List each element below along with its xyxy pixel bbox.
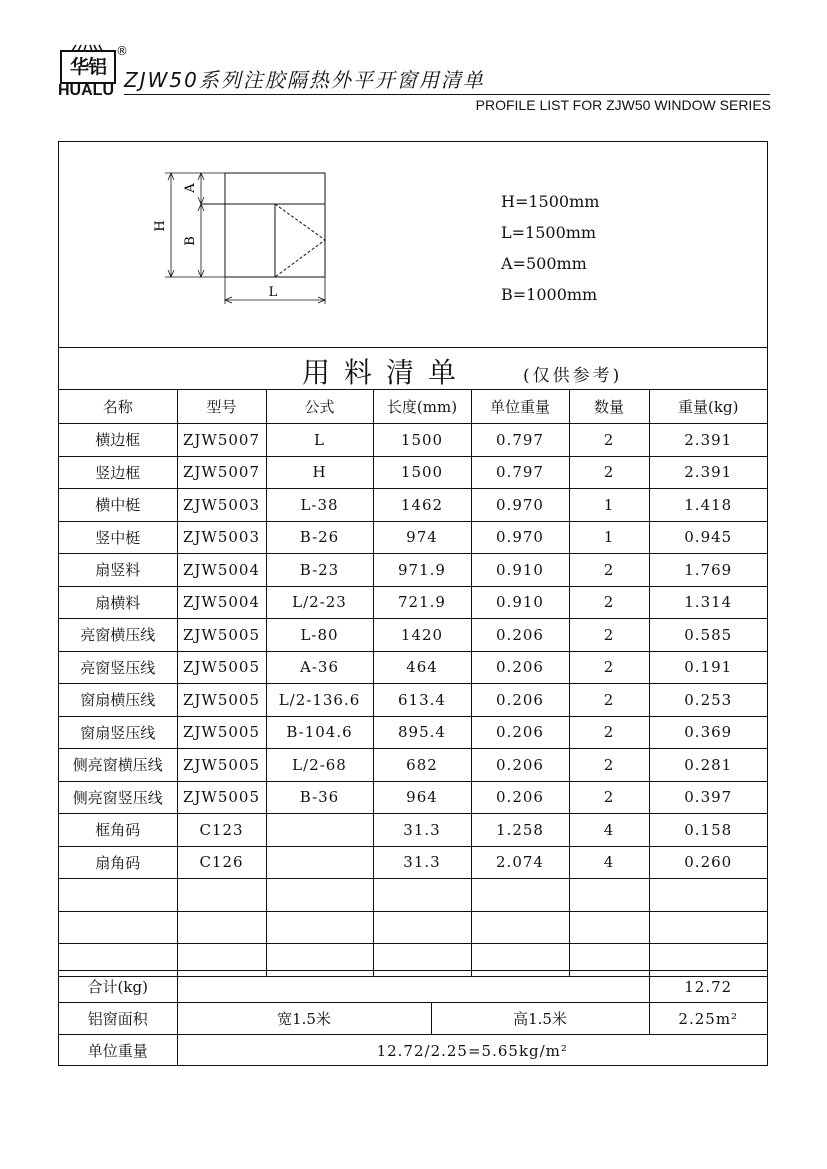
- cell-name: 窗扇竖压线: [59, 716, 177, 749]
- cell-model: ZJW5005: [177, 619, 266, 652]
- cell-quantity: 2: [569, 716, 649, 749]
- area-label: 铝窗面积: [59, 1003, 177, 1035]
- cell-quantity: 2: [569, 424, 649, 457]
- cell-unit-weight: 0.206: [471, 651, 569, 684]
- unit-weight-label: 单位重量: [59, 1035, 177, 1067]
- table-row: [59, 716, 767, 749]
- cell-length: 1420: [373, 619, 471, 652]
- cell-unit-weight: 0.970: [471, 521, 569, 554]
- cell-unit-weight: 0.797: [471, 456, 569, 489]
- cell-weight: 1.418: [649, 489, 767, 522]
- table-row: [59, 586, 767, 619]
- table-row: [59, 521, 767, 554]
- cell-unit-weight: 0.910: [471, 586, 569, 619]
- table-row: [59, 911, 767, 944]
- table-row: [59, 489, 767, 522]
- registered-mark: ®: [116, 44, 128, 58]
- cell-formula: [266, 911, 373, 944]
- area-row: [59, 1003, 767, 1035]
- cell-quantity: 2: [569, 586, 649, 619]
- cell-unit-weight: 0.206: [471, 684, 569, 717]
- cell-unit-weight: 0.206: [471, 619, 569, 652]
- material-table: [59, 389, 767, 977]
- cell-length: [373, 879, 471, 912]
- table-row: [59, 651, 767, 684]
- table-row: [59, 814, 767, 847]
- cell-name: 竖边框: [59, 456, 177, 489]
- total-value: 12.72: [649, 971, 767, 1003]
- cell-name: 侧亮窗竖压线: [59, 781, 177, 814]
- cell-name: 侧亮窗横压线: [59, 749, 177, 782]
- cell-weight: 0.585: [649, 619, 767, 652]
- cell-weight: 0.260: [649, 846, 767, 879]
- cell-length: 964: [373, 781, 471, 814]
- header-model: 型号: [177, 389, 266, 424]
- cell-model: C123: [177, 814, 266, 847]
- cell-length: 971.9: [373, 554, 471, 587]
- logo-en: HUALU: [58, 82, 114, 99]
- list-title: 用料清单: [302, 356, 471, 389]
- cell-unit-weight: [471, 879, 569, 912]
- cell-length: [373, 911, 471, 944]
- cell-quantity: 2: [569, 781, 649, 814]
- cell-unit-weight: 1.258: [471, 814, 569, 847]
- cell-length: 31.3: [373, 846, 471, 879]
- cell-length: 613.4: [373, 684, 471, 717]
- cell-name: 横边框: [59, 424, 177, 457]
- cell-length: 721.9: [373, 586, 471, 619]
- cell-formula: [266, 814, 373, 847]
- cell-quantity: 4: [569, 814, 649, 847]
- cell-formula: [266, 879, 373, 912]
- table-header-row: [59, 389, 767, 424]
- cell-weight: 0.945: [649, 521, 767, 554]
- cell-weight: 0.369: [649, 716, 767, 749]
- cell-formula: A-36: [266, 651, 373, 684]
- cell-model: ZJW5004: [177, 586, 266, 619]
- cell-quantity: 2: [569, 749, 649, 782]
- cell-unit-weight: 0.970: [471, 489, 569, 522]
- total-blank: [177, 971, 649, 1003]
- unit-weight-value: 12.72/2.25=5.65kg/m²: [177, 1035, 767, 1067]
- cell-quantity: [569, 911, 649, 944]
- page-title: ZJW50系列注胶隔热外平开窗用清单: [124, 68, 485, 92]
- dim-label-a: A: [183, 183, 198, 193]
- cell-model: ZJW5005: [177, 716, 266, 749]
- cell-quantity: 2: [569, 619, 649, 652]
- cell-formula: L/2-136.6: [266, 684, 373, 717]
- cell-unit-weight: 0.206: [471, 749, 569, 782]
- cell-quantity: 1: [569, 521, 649, 554]
- cell-name: 扇横料: [59, 586, 177, 619]
- material-list-heading: [59, 347, 767, 390]
- cell-unit-weight: 0.797: [471, 424, 569, 457]
- cell-quantity: 2: [569, 651, 649, 684]
- cell-formula: B-36: [266, 781, 373, 814]
- unit-weight-row: [59, 1035, 767, 1067]
- header-unit-weight: 单位重量: [471, 389, 569, 424]
- page-subtitle: PROFILE LIST FOR ZJW50 WINDOW SERIES: [475, 97, 771, 113]
- cell-unit-weight: 2.074: [471, 846, 569, 879]
- logo-cn: 华铝: [60, 50, 116, 84]
- cell-length: 1462: [373, 489, 471, 522]
- cell-name: 亮窗横压线: [59, 619, 177, 652]
- window-diagram: [59, 142, 359, 342]
- cell-name: 扇角码: [59, 846, 177, 879]
- cell-formula: L-80: [266, 619, 373, 652]
- cell-formula: B-23: [266, 554, 373, 587]
- cell-name: 竖中梃: [59, 521, 177, 554]
- cell-length: 1500: [373, 456, 471, 489]
- cell-name: 框角码: [59, 814, 177, 847]
- cell-length: 974: [373, 521, 471, 554]
- cell-length: 895.4: [373, 716, 471, 749]
- cell-name: 扇竖料: [59, 554, 177, 587]
- table-row: [59, 619, 767, 652]
- window-diagram-area: [59, 142, 767, 348]
- cell-quantity: [569, 879, 649, 912]
- cell-formula: L/2-68: [266, 749, 373, 782]
- header-length: 长度(mm): [373, 389, 471, 424]
- cell-model: C126: [177, 846, 266, 879]
- cell-formula: L/2-23: [266, 586, 373, 619]
- cell-model: ZJW5003: [177, 489, 266, 522]
- header-formula: 公式: [266, 389, 373, 424]
- total-label: 合计(kg): [59, 971, 177, 1003]
- cell-weight: 0.191: [649, 651, 767, 684]
- summary-table: [59, 970, 767, 1066]
- cell-weight: 0.281: [649, 749, 767, 782]
- cell-model: ZJW5005: [177, 684, 266, 717]
- cell-name: [59, 879, 177, 912]
- table-row: [59, 456, 767, 489]
- area-value: 2.25m²: [649, 1003, 767, 1035]
- profile-list-frame: [58, 141, 768, 1066]
- cell-unit-weight: [471, 911, 569, 944]
- dim-label-b: B: [183, 236, 198, 246]
- list-subtitle: (仅供参考): [523, 366, 623, 386]
- cell-quantity: 2: [569, 554, 649, 587]
- table-row: [59, 846, 767, 879]
- header-name: 名称: [59, 389, 177, 424]
- cell-name: 窗扇横压线: [59, 684, 177, 717]
- cell-model: ZJW5004: [177, 554, 266, 587]
- dim-label-l: L: [268, 285, 278, 300]
- cell-length: 464: [373, 651, 471, 684]
- header-weight: 重量(kg): [649, 389, 767, 424]
- total-row: [59, 971, 767, 1003]
- cell-length: 31.3: [373, 814, 471, 847]
- cell-unit-weight: 0.206: [471, 716, 569, 749]
- table-row: [59, 749, 767, 782]
- table-row: [59, 879, 767, 912]
- cell-weight: 1.314: [649, 586, 767, 619]
- cell-quantity: 2: [569, 684, 649, 717]
- dim-b: B=1000mm: [501, 285, 598, 304]
- cell-model: ZJW5003: [177, 521, 266, 554]
- cell-weight: 1.769: [649, 554, 767, 587]
- cell-quantity: 2: [569, 456, 649, 489]
- cell-name: [59, 911, 177, 944]
- table-row: [59, 554, 767, 587]
- cell-weight: 0.253: [649, 684, 767, 717]
- dim-a: A=500mm: [501, 254, 587, 273]
- cell-formula: B-104.6: [266, 716, 373, 749]
- cell-length: 1500: [373, 424, 471, 457]
- cell-formula: [266, 846, 373, 879]
- cell-quantity: 1: [569, 489, 649, 522]
- title-underline: [124, 94, 770, 95]
- dim-l: L=1500mm: [501, 223, 597, 242]
- cell-formula: B-26: [266, 521, 373, 554]
- cell-length: 682: [373, 749, 471, 782]
- cell-formula: L-38: [266, 489, 373, 522]
- dim-h: H=1500mm: [501, 192, 600, 211]
- cell-model: ZJW5007: [177, 424, 266, 457]
- cell-quantity: 4: [569, 846, 649, 879]
- cell-formula: L: [266, 424, 373, 457]
- table-row: [59, 781, 767, 814]
- table-row: [59, 424, 767, 457]
- cell-name: 横中梃: [59, 489, 177, 522]
- cell-formula: H: [266, 456, 373, 489]
- cell-weight: 2.391: [649, 424, 767, 457]
- area-width: 宽1.5米: [177, 1003, 431, 1035]
- cell-unit-weight: 0.206: [471, 781, 569, 814]
- cell-unit-weight: 0.910: [471, 554, 569, 587]
- hualu-logo: [58, 44, 128, 102]
- cell-model: ZJW5005: [177, 749, 266, 782]
- area-height: 高1.5米: [431, 1003, 649, 1035]
- cell-model: [177, 911, 266, 944]
- dim-label-h: H: [153, 220, 168, 232]
- cell-model: ZJW5005: [177, 781, 266, 814]
- cell-model: ZJW5007: [177, 456, 266, 489]
- cell-weight: 0.397: [649, 781, 767, 814]
- cell-weight: 0.158: [649, 814, 767, 847]
- table-row: [59, 684, 767, 717]
- header-quantity: 数量: [569, 389, 649, 424]
- cell-weight: [649, 879, 767, 912]
- cell-model: [177, 879, 266, 912]
- cell-name: 亮窗竖压线: [59, 651, 177, 684]
- dimension-list: [501, 186, 599, 310]
- cell-weight: [649, 911, 767, 944]
- cell-weight: 2.391: [649, 456, 767, 489]
- cell-model: ZJW5005: [177, 651, 266, 684]
